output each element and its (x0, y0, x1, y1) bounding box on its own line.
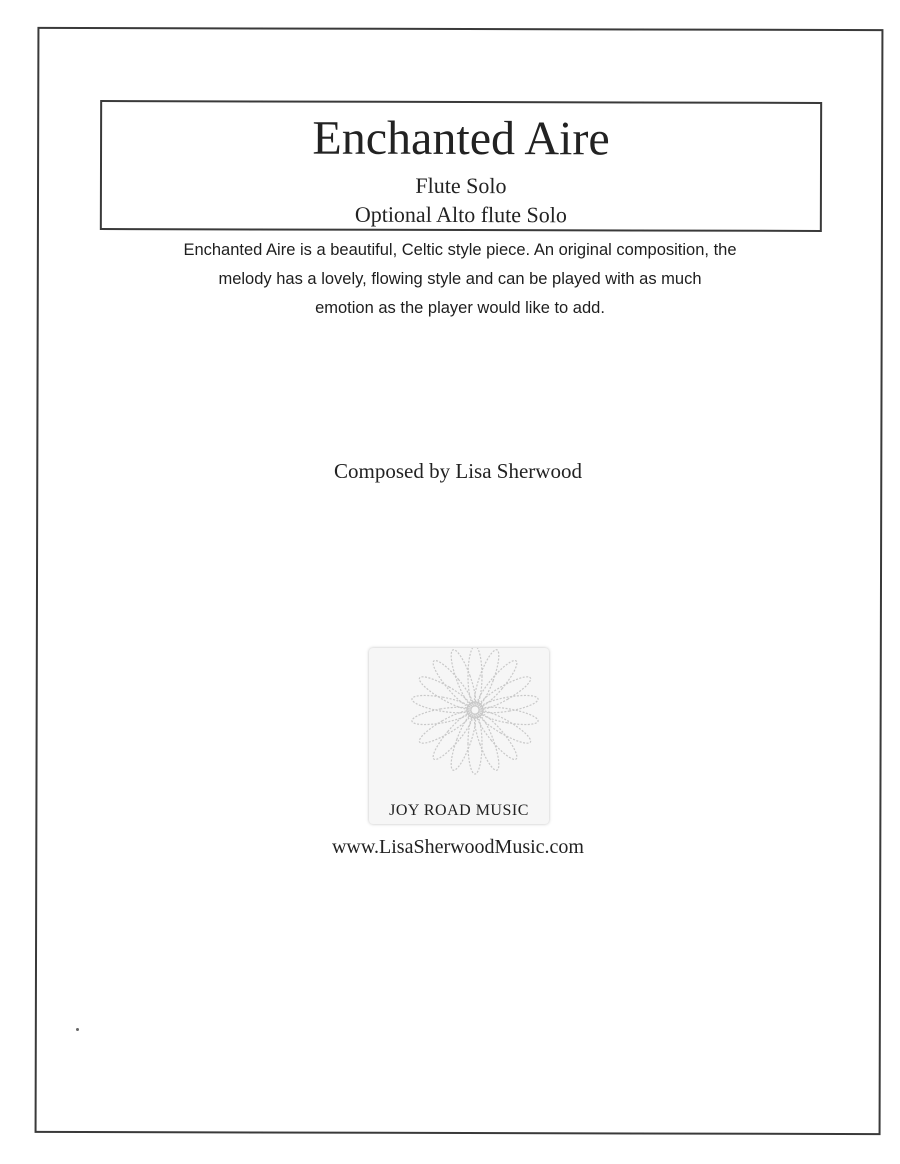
flower-petal (447, 648, 481, 709)
logo-text: JOY ROAD MUSIC (389, 802, 529, 819)
flower-petal (470, 648, 504, 709)
publisher-logo (369, 648, 549, 824)
subtitle-instrument: Flute Solo (415, 172, 507, 199)
description-line: melody has a lovely, flowing style and can be played with as much (218, 270, 702, 288)
flower-petal (447, 711, 481, 772)
title-box (100, 100, 822, 232)
website-url: www.LisaSherwoodMusic.com (331, 836, 584, 858)
flower-petal (470, 711, 504, 772)
description-line: Enchanted Aire is a beautiful, Celtic style piece. An original composition, the (183, 241, 737, 259)
document-title: Enchanted Aire (312, 111, 610, 166)
subtitle-optional: Optional Alto flute Solo (354, 201, 567, 228)
scan-speck (76, 1028, 79, 1031)
flower-icon (369, 648, 549, 798)
composer-credit: Composed by Lisa Sherwood (334, 459, 582, 483)
description (110, 236, 810, 323)
description-line: emotion as the player would like to add. (315, 299, 605, 317)
